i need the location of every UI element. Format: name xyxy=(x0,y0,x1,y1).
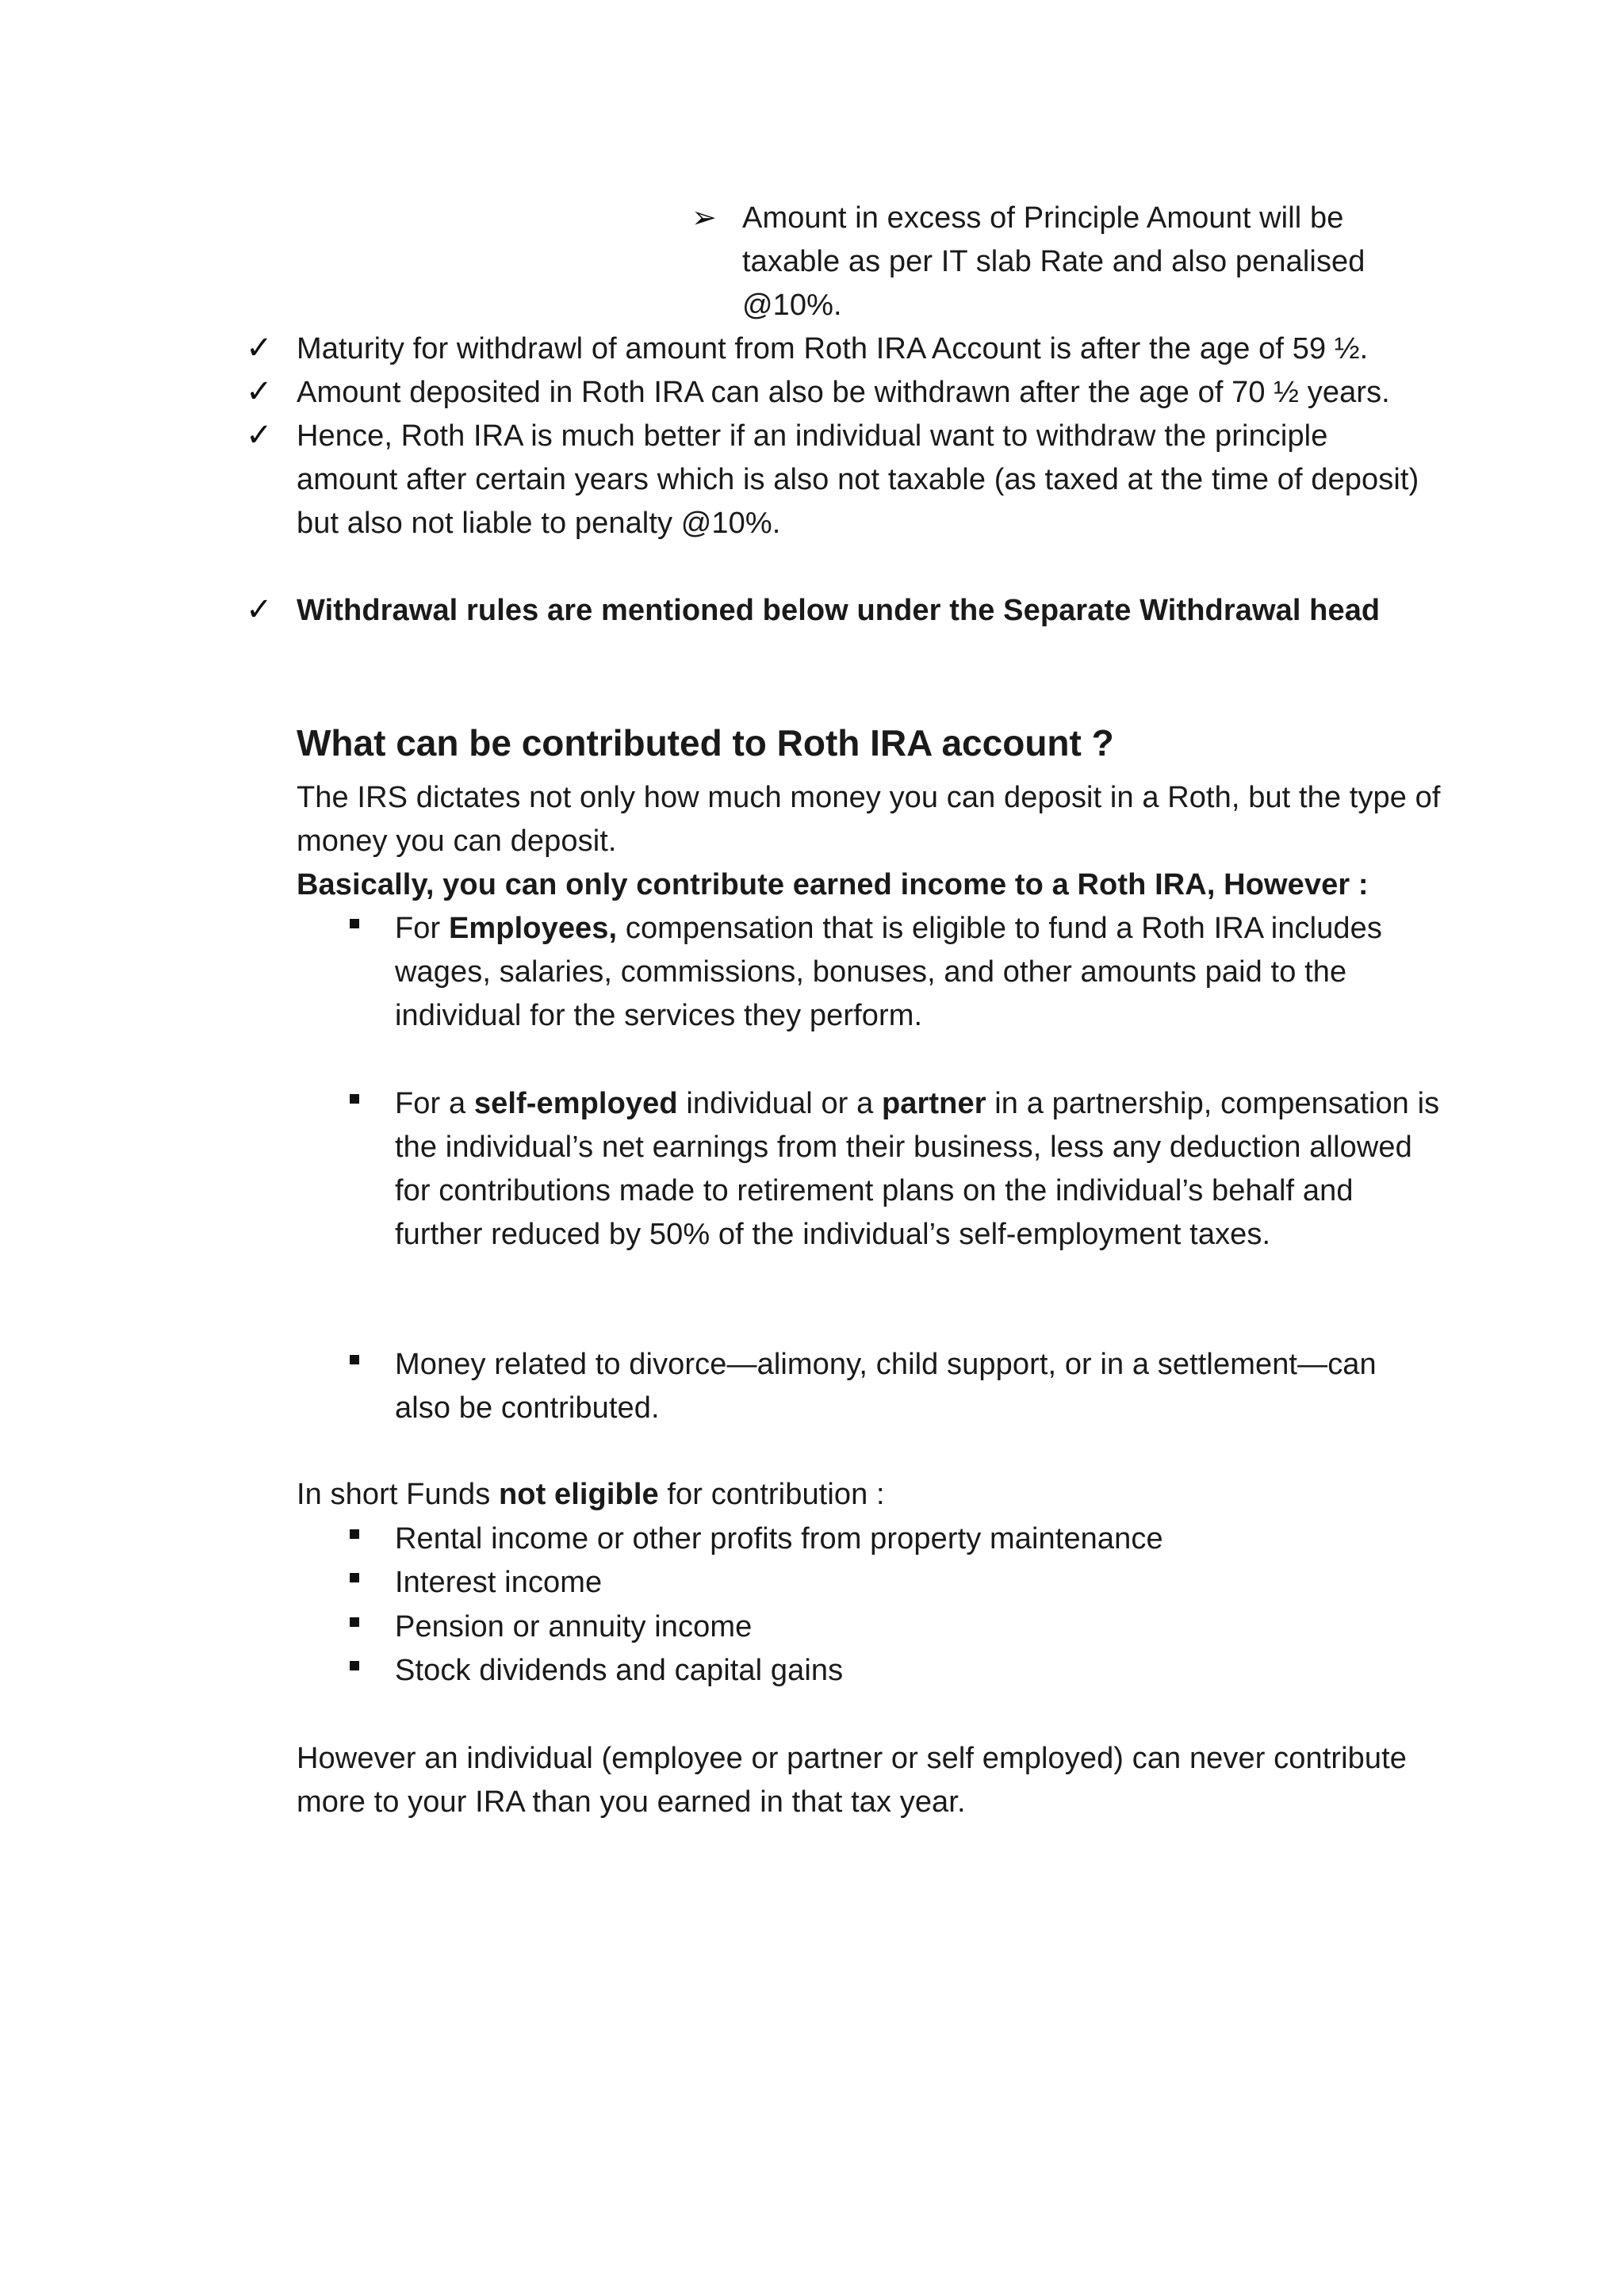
check-item-withdrawal-rules: Withdrawal rules are mentioned below under the Separate Withdrawal head xyxy=(297,594,1381,627)
self-employed-pre: For a xyxy=(395,1087,474,1120)
not-eligible-line xyxy=(297,1472,885,1517)
basically-line: Basically, you can only contribute earned income to a Roth IRA, However : xyxy=(297,868,1369,901)
check-item-deposited: Amount deposited in Roth IRA can also be withdrawn after the age of 70 ½ years. xyxy=(297,376,1390,409)
arrow-item-line-1: Amount in excess of Principle Amount will be xyxy=(742,201,1344,235)
self-employed-line-3: for contributions made to retirement plans on the individual’s behalf and xyxy=(395,1174,1354,1207)
check-item-hence-line-3: but also not liable to penalty @10%. xyxy=(297,507,781,540)
self-employed-post: in a partnership, compensation is xyxy=(986,1087,1440,1120)
intro-line-1: The IRS dictates not only how much money you can deposit in a Roth, but the type of xyxy=(297,781,1441,814)
closing-line-1: However an individual (employee or partner or self employed) can never contribute xyxy=(297,1742,1408,1775)
employees-line-3: individual for the services they perform. xyxy=(395,999,923,1032)
intro-line-2: money you can deposit. xyxy=(297,825,617,858)
section-heading: What can be contributed to Roth IRA account ? xyxy=(297,722,1114,763)
employees-post: compensation that is eligible to fund a Roth IRA includes xyxy=(617,912,1383,945)
square-bullet-icon xyxy=(350,1617,359,1627)
checkmark-icon: ✓ xyxy=(246,374,273,409)
divorce-line-1: Money related to divorce—alimony, child support, or in a settlement—can xyxy=(395,1348,1377,1381)
check-item-hence-line-1: Hence, Roth IRA is much better if an individual want to withdraw the principle xyxy=(297,419,1328,453)
arrow-bullet-icon: ➢ xyxy=(691,201,717,235)
square-bullet-icon xyxy=(350,1529,359,1539)
square-bullet-icon xyxy=(350,1094,359,1104)
check-item-maturity: Maturity for withdrawl of amount from Roth IRA Account is after the age of 59 ½. xyxy=(297,332,1369,365)
partner-bold: partner xyxy=(881,1087,986,1120)
employees-pre: For xyxy=(395,912,449,945)
not-eligible-bold: not eligible xyxy=(498,1478,659,1511)
self-employed-mid: individual or a xyxy=(677,1087,882,1120)
arrow-item-line-2: taxable as per IT slab Rate and also penalised xyxy=(742,245,1365,278)
square-bullet-icon xyxy=(350,1661,359,1670)
not-eligible-item-interest: Interest income xyxy=(395,1566,603,1599)
employees-line-1 xyxy=(395,906,1382,951)
closing-line-2: more to your IRA than you earned in that tax year. xyxy=(297,1785,966,1819)
not-eligible-item-pension: Pension or annuity income xyxy=(395,1610,753,1644)
checkmark-icon: ✓ xyxy=(246,418,273,453)
employees-line-2: wages, salaries, commissions, bonuses, and other amounts paid to the xyxy=(395,955,1347,989)
divorce-line-2: also be contributed. xyxy=(395,1391,660,1425)
check-item-hence-line-2: amount after certain years which is also not taxable (as taxed at the time of deposit) xyxy=(297,463,1419,496)
not-eligible-item-stock: Stock dividends and capital gains xyxy=(395,1654,844,1687)
not-eligible-pre: In short Funds xyxy=(297,1478,499,1511)
self-employed-line-2: the individual’s net earnings from their business, less any deduction allowed xyxy=(395,1131,1412,1164)
arrow-item-line-3: @10%. xyxy=(742,289,842,322)
not-eligible-item-rental: Rental income or other profits from property maintenance xyxy=(395,1522,1163,1556)
employees-bold: Employees, xyxy=(448,912,618,945)
square-bullet-icon xyxy=(350,919,359,928)
self-employed-line-4: further reduced by 50% of the individual’s self-employment taxes. xyxy=(395,1218,1271,1251)
self-employed-bold: self-employed xyxy=(473,1087,678,1120)
square-bullet-icon xyxy=(350,1573,359,1582)
checkmark-icon: ✓ xyxy=(246,592,273,627)
checkmark-icon: ✓ xyxy=(246,331,273,365)
not-eligible-post: for contribution : xyxy=(658,1478,885,1511)
square-bullet-icon xyxy=(350,1355,359,1364)
self-employed-line-1 xyxy=(395,1081,1439,1126)
